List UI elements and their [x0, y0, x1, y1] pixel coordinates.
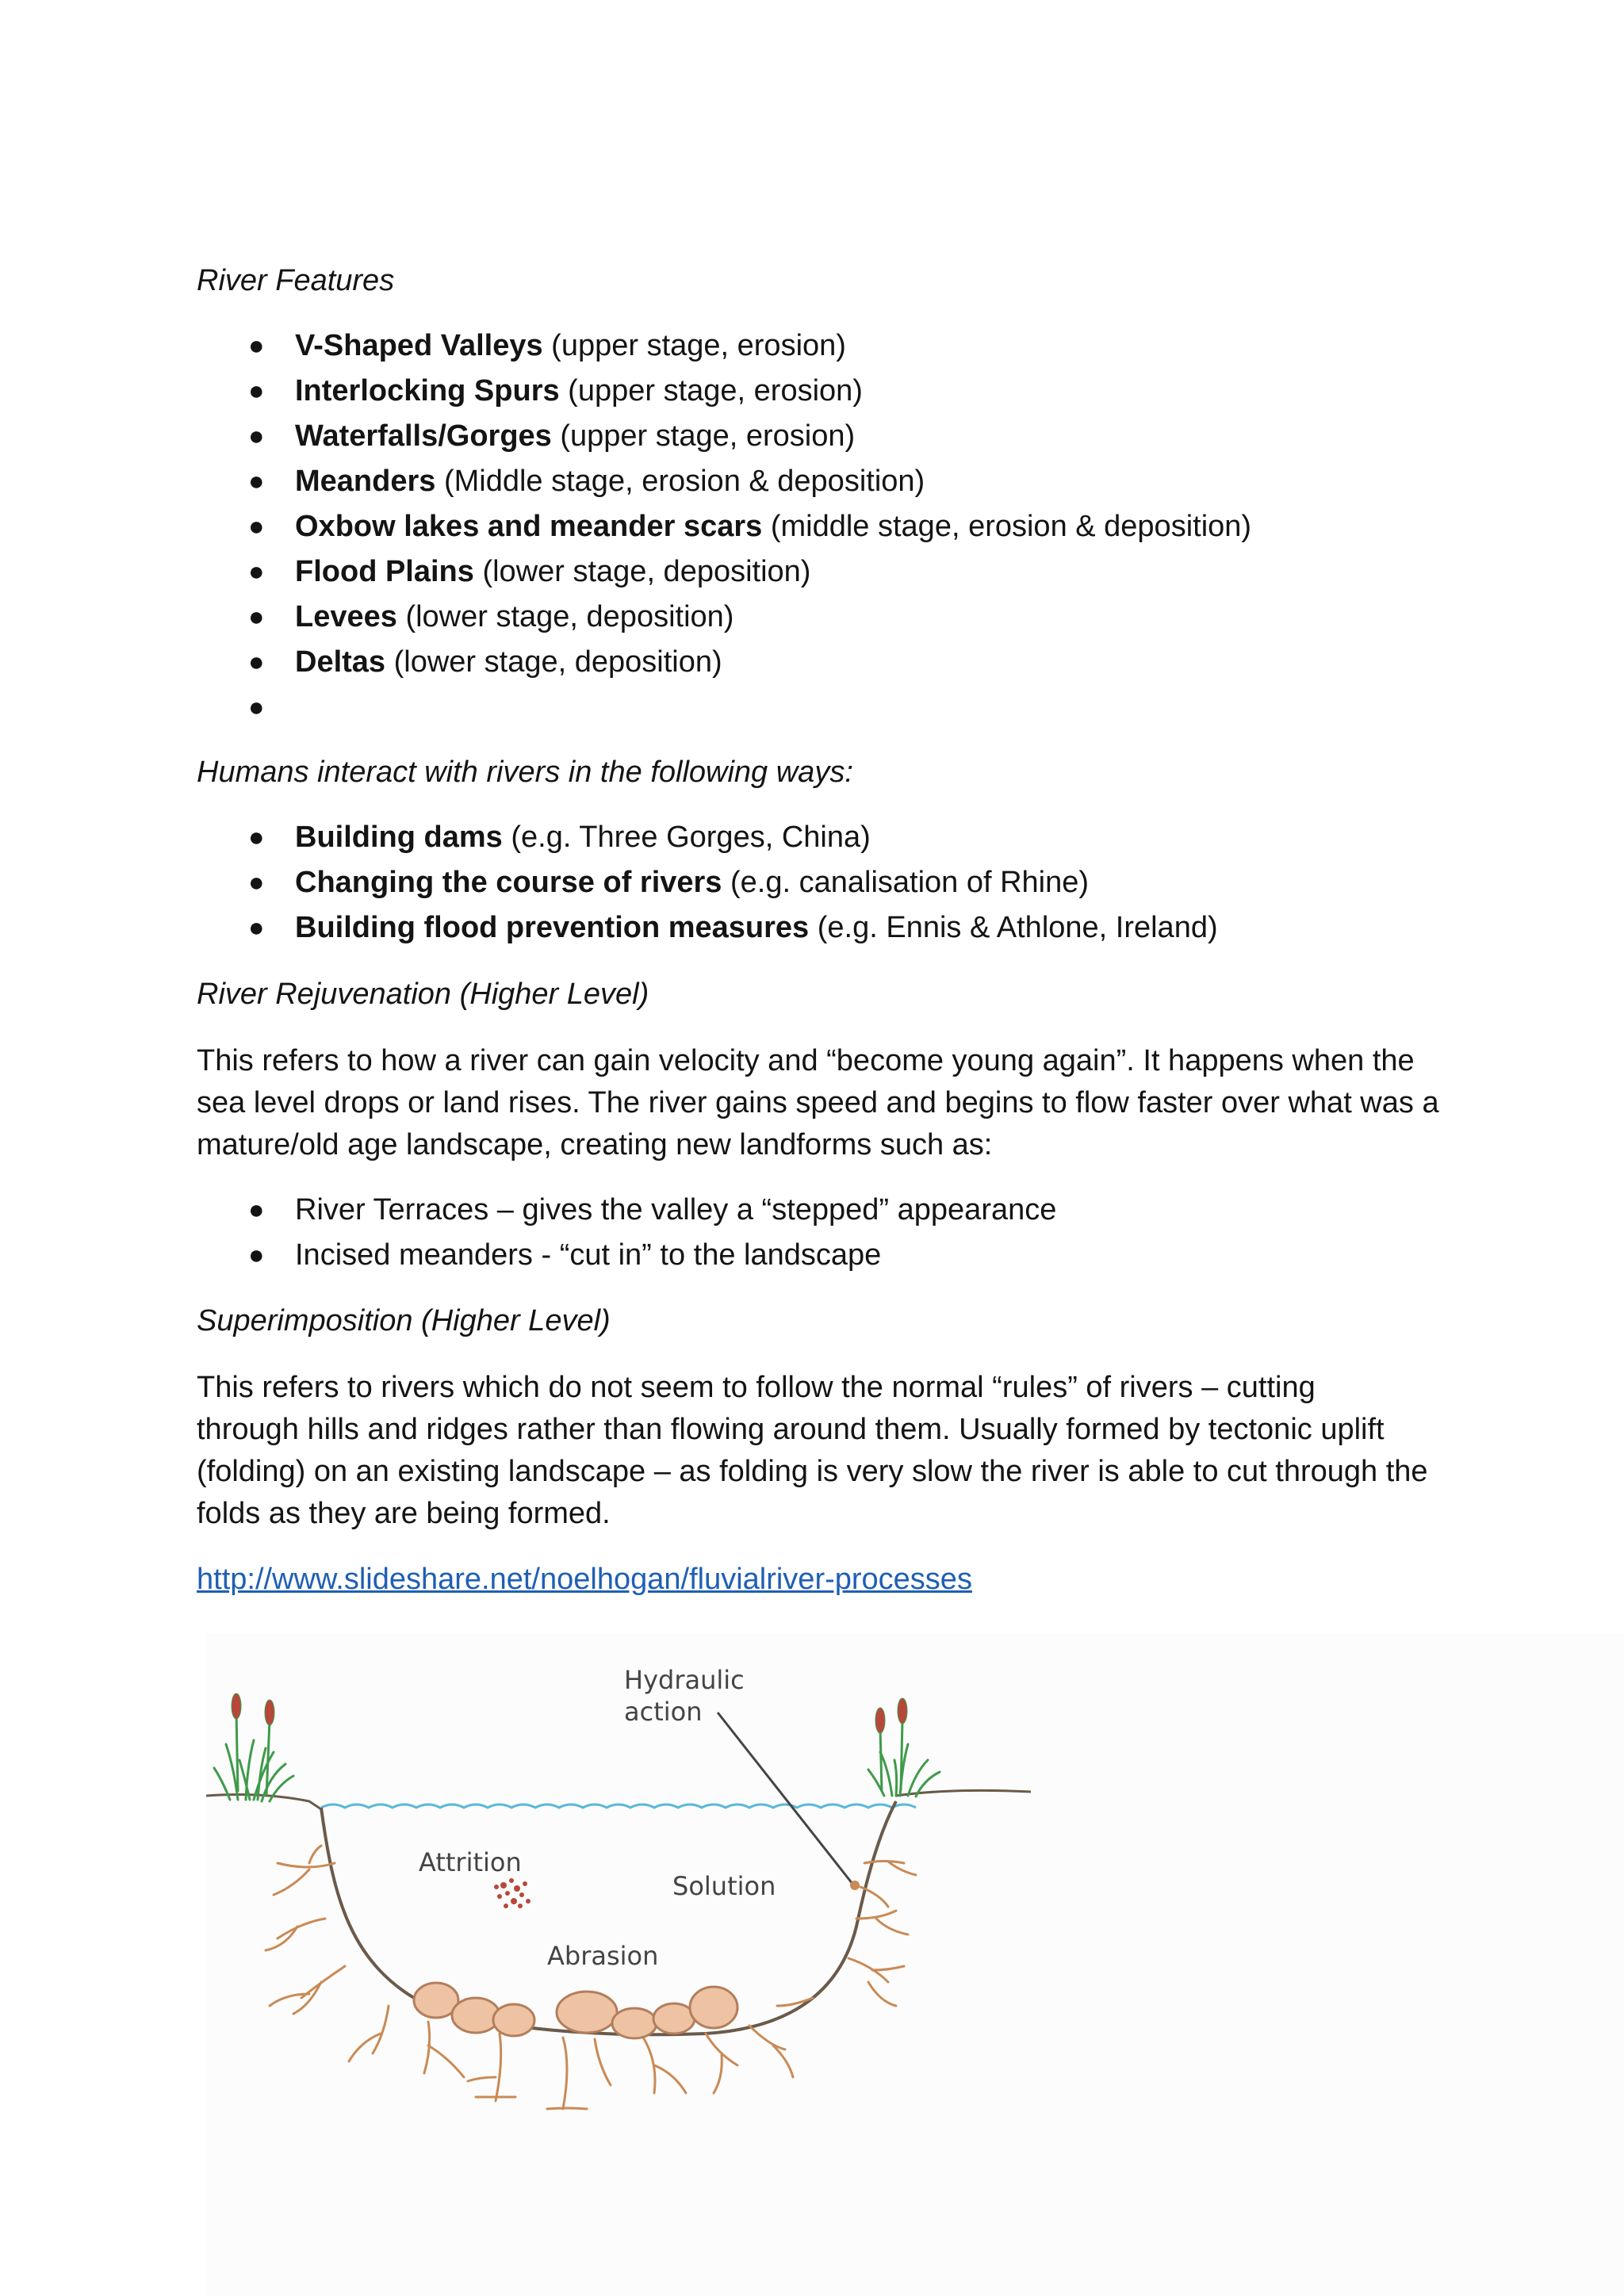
list-item	[0, 1188, 1056, 1233]
bullet-icon: ●	[248, 466, 265, 496]
humans-heading: Humans interact with rivers in the following ways:	[197, 756, 853, 789]
bullet-icon: ●	[248, 331, 265, 361]
list-item-term: Meanders	[295, 465, 436, 498]
list-item-detail: (upper stage, erosion)	[559, 374, 863, 408]
paragraph-line: This refers to how a river can gain velocity and “become young again”. It happens when the	[197, 1044, 1415, 1077]
list-item	[0, 414, 1251, 459]
list-item	[0, 549, 1251, 595]
list-item-detail: (lower stage, deposition)	[396, 600, 734, 633]
diagram-background	[206, 1633, 1624, 2296]
slideshare-link[interactable]: http://www.slideshare.net/noelhogan/fluvialriver-processes	[197, 1563, 972, 1596]
label-action: action	[624, 1697, 703, 1727]
list-item-detail: (middle stage, erosion & deposition)	[762, 510, 1252, 543]
label-solution: Solution	[672, 1871, 776, 1901]
rejuvenation-heading: River Rejuvenation (Higher Level)	[197, 978, 649, 1011]
list-item-detail: (lower stage, deposition)	[473, 555, 811, 588]
list-item-term: Building flood prevention measures	[295, 911, 810, 944]
bullet-icon: ●	[248, 867, 265, 897]
list-item-term: Interlocking Spurs	[295, 374, 560, 408]
rejuvenation-paragraph	[197, 1040, 1439, 1166]
list-item	[0, 905, 1218, 951]
river-erosion-svg	[190, 1633, 1624, 2296]
label-attrition: Attrition	[419, 1847, 522, 1877]
superimposition-paragraph	[197, 1367, 1428, 1535]
paragraph-line: (folding) on an existing landscape – as folding is very slow the river is able to cut through the	[197, 1455, 1428, 1488]
list-item	[0, 815, 1218, 860]
bullet-icon: ●	[248, 822, 265, 852]
list-item-detail: (e.g. canalisation of Rhine)	[722, 866, 1090, 899]
bullet-icon: ●	[248, 647, 265, 677]
bullet-icon: ●	[248, 557, 265, 587]
paragraph-line: This refers to rivers which do not seem to follow the normal “rules” of rivers – cutting	[197, 1371, 1316, 1404]
bullet-icon: ●	[248, 511, 265, 541]
list-item-term: V-Shaped Valleys	[295, 329, 543, 362]
list-item	[0, 459, 1251, 504]
list-item-term: Building dams	[295, 821, 503, 854]
humans-list	[0, 815, 1218, 951]
list-item-term: Flood Plains	[295, 555, 474, 588]
superimposition-heading: Superimposition (Higher Level)	[197, 1304, 611, 1337]
list-item-term: Deltas	[295, 645, 386, 679]
river-features-list	[0, 323, 1251, 730]
bullet-icon: ●	[248, 913, 265, 943]
river-features-heading: River Features	[197, 264, 395, 297]
list-item-detail: (e.g. Three Gorges, China)	[502, 821, 871, 854]
paragraph-line: mature/old age landscape, creating new landforms such as:	[197, 1128, 993, 1161]
list-item-detail: (lower stage, deposition)	[385, 645, 722, 679]
list-item-term: Oxbow lakes and meander scars	[295, 510, 763, 543]
bullet-icon: ●	[248, 421, 265, 451]
rejuvenation-list	[0, 1188, 1056, 1278]
list-item	[0, 1233, 1056, 1278]
paragraph-line: folds as they are being formed.	[197, 1497, 611, 1530]
list-item-detail: (Middle stage, erosion & deposition)	[435, 465, 925, 498]
list-item-detail: (e.g. Ennis & Athlone, Ireland)	[809, 911, 1218, 944]
bullet-icon: ●	[248, 1195, 265, 1225]
list-item	[0, 595, 1251, 640]
paragraph-line: sea level drops or land rises. The river gains speed and begins to flow faster over what was a	[197, 1086, 1439, 1119]
label-hydraulic: Hydraulic	[624, 1665, 745, 1695]
list-item	[0, 640, 1251, 685]
list-item-detail: (upper stage, erosion)	[542, 329, 846, 362]
list-item	[0, 369, 1251, 414]
list-item-detail: Incised meanders - “cut in” to the landscape	[295, 1238, 882, 1272]
list-item	[0, 504, 1251, 549]
list-item-detail: River Terraces – gives the valley a “stepped” appearance	[295, 1193, 1057, 1226]
bullet-icon: ●	[248, 1240, 265, 1270]
list-item-term: Waterfalls/Gorges	[295, 419, 552, 453]
label-abrasion: Abrasion	[547, 1941, 659, 1971]
list-item	[0, 685, 1251, 730]
bullet-icon: ●	[248, 692, 265, 722]
hydraulic-action-impact	[850, 1881, 860, 1890]
list-item	[0, 323, 1251, 369]
paragraph-line: through hills and ridges rather than flowing around them. Usually formed by tectonic uplift	[197, 1413, 1385, 1446]
list-item-term: Changing the course of rivers	[295, 866, 722, 899]
bullet-icon: ●	[248, 602, 265, 632]
list-item	[0, 860, 1218, 905]
list-item-term: Levees	[295, 600, 397, 633]
bullet-icon: ●	[248, 376, 265, 406]
river-erosion-diagram	[190, 1633, 1624, 2296]
list-item-detail: (upper stage, erosion)	[551, 419, 856, 453]
